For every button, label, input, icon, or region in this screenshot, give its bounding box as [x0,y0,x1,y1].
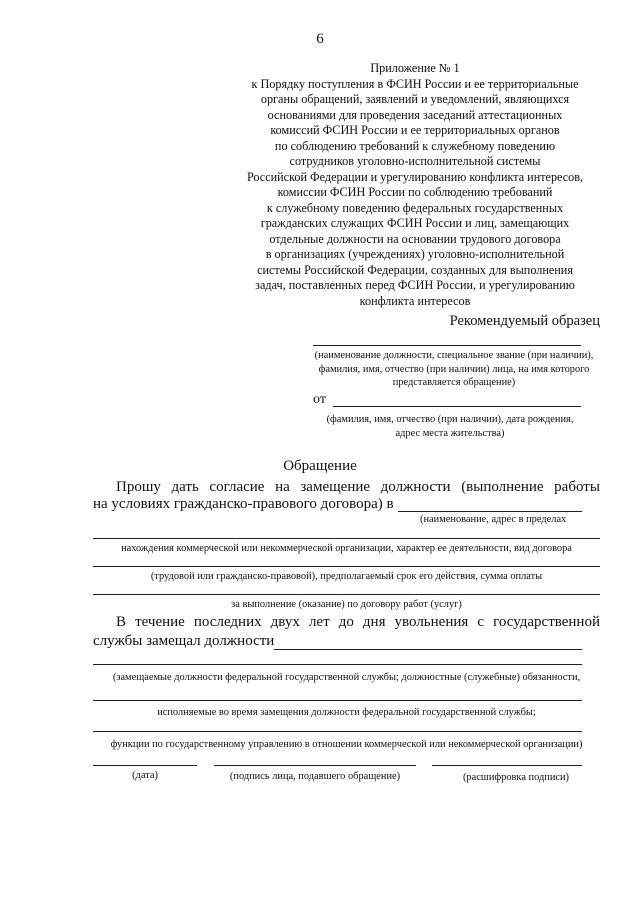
appendix-line: сотрудников уголовно-исполнительной системы [289,154,541,168]
appendix-line: комиссий ФСИН России и ее территориальных органов [270,123,560,137]
request-line-2: на условиях гражданско-правового договора) в [93,496,394,512]
organization-field-2[interactable] [93,538,600,539]
request-line-1: Прошу дать согласие на замещение должности (выполнение работы [116,479,600,495]
addressee-note-line: фамилия, имя, отчество (при наличии) лица, на имя которого [318,363,590,375]
addressee-note-line: представляется обращение) [392,377,516,388]
positions-field-2[interactable] [93,664,582,665]
appendix-line: к служебному поведению федеральных государственных [266,200,564,215]
appendix-line: Приложение № 1 [370,61,460,75]
page-number: 6 [316,31,324,47]
appendix-line: в организациях (учреждениях) уголовно-исполнительной [265,247,565,261]
appendix-line: задач, поставленных перед ФСИН России, и урегулированию [255,278,575,292]
request-note-1: (наименование, адрес в пределах [420,514,567,525]
service-note-3: функции по государственному управлению в отношении коммерческой или некоммерческой организации) [110,739,583,750]
appendix-line: к Порядку поступления в ФСИН России и ее территориальные [251,76,579,91]
request-note-4: за выполнение (оказание) по договору работ (услуг) [231,599,462,610]
decoding-field[interactable] [432,765,582,766]
from-note-line: (фамилия, имя, отчество (при наличии), дата рождения, [326,414,574,425]
appendix-line: по соблюдению требований к служебному поведению [274,138,556,153]
date-label: (дата) [132,770,158,781]
appendix-line: органы обращений, заявлений и уведомлений, являющихся [260,92,570,106]
positions-field[interactable] [274,649,582,650]
addressee-note [308,349,600,390]
appendix-header [230,61,600,309]
appendix-line: конфликта интересов [359,293,471,308]
appendix-line: комиссии ФСИН России по соблюдению требований [277,185,553,199]
from-note-line: адрес места жительства) [395,427,505,439]
service-note-1: (замещаемые должности федеральной государственной службы; должностные (служебные) обязанности, [112,672,581,683]
organization-field-3[interactable] [93,566,600,567]
from-label: от [313,392,326,407]
appendix-line: гражданских служащих ФСИН России и лиц, замещающих [260,216,570,230]
appendix-line: основаниями для проведения заседаний аттестационных [267,107,563,122]
document-title: Обращение [283,458,357,474]
appendix-line: отдельные должности на основании трудового договора [269,231,561,246]
service-line-2: службы замещал должности [93,633,275,649]
decoding-label: (расшифровка подписи) [462,772,570,783]
appendix-line: Российской Федерации и урегулированию конфликта интересов, [246,169,584,184]
positions-field-3[interactable] [93,700,582,701]
signature-field[interactable] [214,765,416,766]
organization-field-4[interactable] [93,594,600,595]
from-field[interactable] [333,406,581,407]
recommended-sample-label: Рекомендуемый образец [449,313,600,329]
service-line-1: В течение последних двух лет до дня увольнения с государственной [116,614,600,630]
request-note-3: (трудовой или гражданско-правовой), предполагаемый срок его действия, сумма оплаты [150,571,543,582]
addressee-note-line: (наименование должности, специальное звание (при наличии), [314,350,594,361]
from-note [316,413,584,440]
addressee-field[interactable] [313,345,581,346]
service-note-2: исполняемые во время замещения должности федеральной государственной службы; [157,707,536,718]
organization-field[interactable] [398,511,582,512]
date-field[interactable] [93,765,197,766]
request-note-2: нахождения коммерческой или некоммерческой организации, характер ее деятельности, вид договора [121,543,572,554]
signature-label: (подпись лица, подавшего обращение) [229,771,401,782]
positions-field-4[interactable] [93,731,582,732]
appendix-line: системы Российской Федерации, созданных для выполнения [257,262,573,277]
